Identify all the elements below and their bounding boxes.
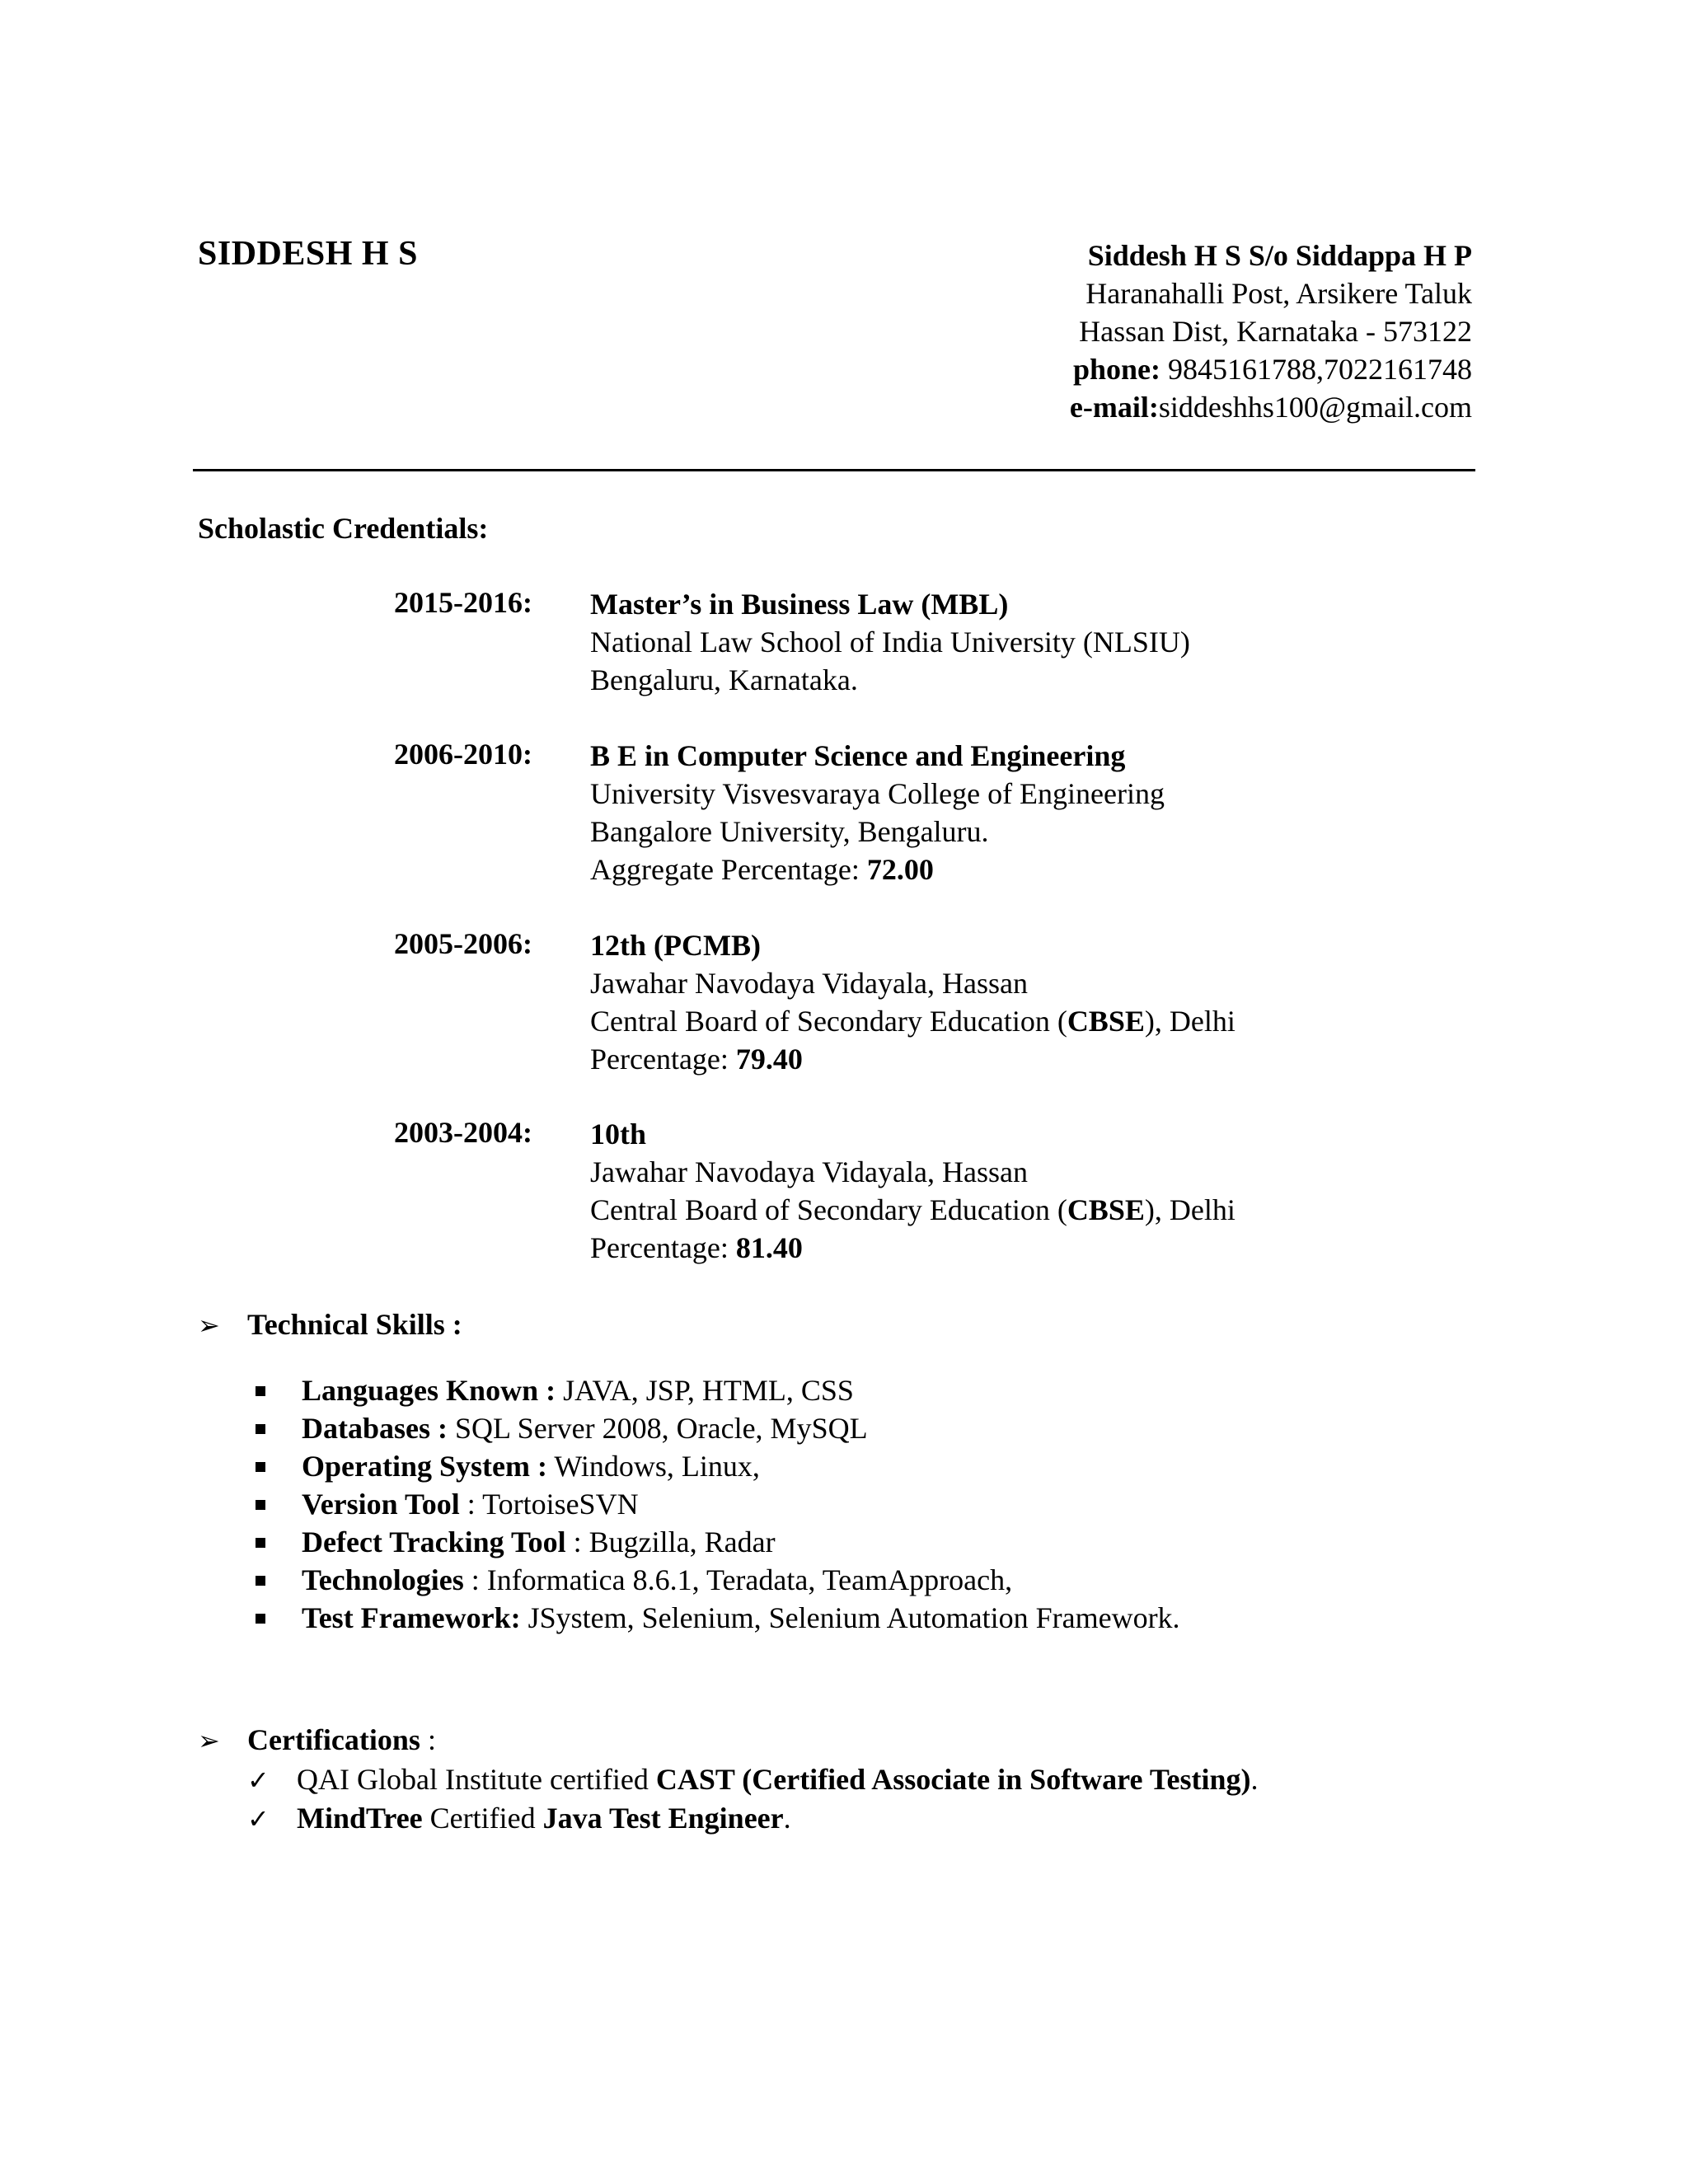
certifications-heading [198, 1722, 436, 1757]
cert-issuer: MindTree [297, 1802, 423, 1835]
board-abbr: CBSE [1067, 1005, 1145, 1038]
arrow-bullet-icon: ➢ [198, 1726, 220, 1755]
skill-value: Windows, Linux, [546, 1450, 760, 1483]
education-degree: B E in Computer Science and Engineering [590, 739, 1126, 772]
skill-value: : TortoiseSVN [459, 1488, 639, 1521]
arrow-bullet-icon: ➢ [198, 1310, 220, 1340]
contact-name-line: Siddesh H S S/o Siddappa H P [1087, 239, 1472, 272]
score-label: Percentage: [590, 1043, 736, 1076]
cert-end: . [783, 1802, 791, 1835]
education-score [590, 1229, 1236, 1267]
education-details [590, 585, 1190, 699]
skill-value: : Informatica 8.6.1, Teradata, TeamApproach, [463, 1563, 1013, 1596]
skills-list [256, 1371, 1180, 1637]
skill-value: JAVA, JSP, HTML, CSS [556, 1374, 854, 1407]
score-label: Aggregate Percentage: [590, 853, 867, 886]
technical-skills-heading [198, 1307, 462, 1342]
skill-item [256, 1599, 1180, 1637]
contact-address-line: Haranahalli Post, Arsikere Taluk [1085, 277, 1472, 310]
cert-text: QAI Global Institute certified [297, 1763, 656, 1796]
education-year: 2005-2006: [394, 927, 532, 960]
score-value: 81.40 [735, 1231, 803, 1264]
education-location: Bengaluru, Karnataka. [590, 663, 858, 696]
skill-key: Technologies [302, 1563, 464, 1596]
certifications-title: Certifications [247, 1723, 420, 1756]
score-value: 79.40 [735, 1043, 803, 1076]
skill-item [256, 1447, 1180, 1485]
education-institution: Jawahar Navodaya Vidayala, Hassan [590, 1155, 1028, 1188]
skill-key: Languages Known : [302, 1374, 556, 1407]
certification-item [247, 1799, 1259, 1838]
education-institution: National Law School of India University (NLSIU) [590, 626, 1190, 658]
email-label: e-mail: [1069, 391, 1159, 424]
skill-key: Version Tool [302, 1488, 460, 1521]
education-score [590, 851, 1165, 888]
candidate-name: SIDDESH H S [198, 235, 418, 273]
skill-item [256, 1409, 1180, 1447]
education-details [590, 737, 1165, 888]
education-year: 2015-2016: [394, 586, 532, 619]
skill-value: : Bugzilla, Radar [565, 1526, 776, 1558]
header-divider [193, 469, 1475, 471]
square-bullet-icon [256, 1424, 265, 1434]
skill-item [256, 1485, 1180, 1523]
skill-item [256, 1371, 1180, 1409]
board-text: Central Board of Secondary Education ( [590, 1193, 1067, 1226]
education-details [590, 1115, 1236, 1267]
board-city: ), Delhi [1144, 1005, 1236, 1038]
education-year: 2006-2010: [394, 738, 532, 771]
education-board [590, 1191, 1236, 1229]
cert-name: Java Test Engineer [542, 1802, 784, 1835]
score-value: 72.00 [866, 853, 934, 886]
contact-block [961, 237, 1472, 426]
phone-label: phone: [1072, 353, 1160, 386]
certifications-list [247, 1760, 1259, 1838]
contact-email-line [961, 388, 1472, 426]
certification-item [247, 1760, 1259, 1799]
skill-value: JSystem, Selenium, Selenium Automation Framework. [520, 1601, 1180, 1634]
square-bullet-icon [256, 1386, 265, 1396]
skill-key: Defect Tracking Tool [302, 1526, 566, 1558]
skill-item [256, 1561, 1180, 1599]
cert-name: CAST (Certified Associate in Software Testing) [655, 1763, 1251, 1796]
board-city: ), Delhi [1144, 1193, 1236, 1226]
education-institution: University Visvesvaraya College of Engineering [590, 777, 1165, 810]
square-bullet-icon [256, 1462, 265, 1472]
phone-value: 9845161788,7022161748 [1160, 353, 1472, 386]
technical-skills-title: Technical Skills : [247, 1308, 462, 1341]
square-bullet-icon [256, 1538, 265, 1548]
certifications-colon: : [420, 1723, 436, 1756]
education-details [590, 926, 1236, 1078]
contact-district-line: Hassan Dist, Karnataka - 573122 [1079, 315, 1472, 348]
education-location: Bangalore University, Bengaluru. [590, 815, 989, 848]
skill-key: Operating System : [302, 1450, 547, 1483]
email-value: siddeshhs100@gmail.com [1158, 391, 1472, 424]
checkmark-icon: ✓ [247, 1803, 270, 1835]
skill-item [256, 1523, 1180, 1561]
skill-value: SQL Server 2008, Oracle, MySQL [448, 1412, 868, 1445]
skill-key: Databases : [302, 1412, 448, 1445]
education-degree: Master’s in Business Law (MBL) [590, 588, 1009, 621]
board-text: Central Board of Secondary Education ( [590, 1005, 1067, 1038]
education-year: 2003-2004: [394, 1116, 532, 1149]
skill-key: Test Framework: [302, 1601, 521, 1634]
cert-end: . [1250, 1763, 1259, 1796]
education-board [590, 1002, 1236, 1040]
education-degree: 10th [590, 1118, 647, 1151]
board-abbr: CBSE [1067, 1193, 1145, 1226]
contact-phone-line [961, 350, 1472, 388]
education-institution: Jawahar Navodaya Vidayala, Hassan [590, 967, 1028, 1000]
square-bullet-icon [256, 1500, 265, 1510]
checkmark-icon: ✓ [247, 1765, 270, 1796]
education-degree: 12th (PCMB) [590, 929, 761, 962]
square-bullet-icon [256, 1576, 265, 1586]
square-bullet-icon [256, 1614, 265, 1624]
cert-text: Certified [422, 1802, 543, 1835]
scholastic-heading: Scholastic Credentials: [198, 512, 489, 545]
score-label: Percentage: [590, 1231, 736, 1264]
education-score [590, 1040, 1236, 1078]
